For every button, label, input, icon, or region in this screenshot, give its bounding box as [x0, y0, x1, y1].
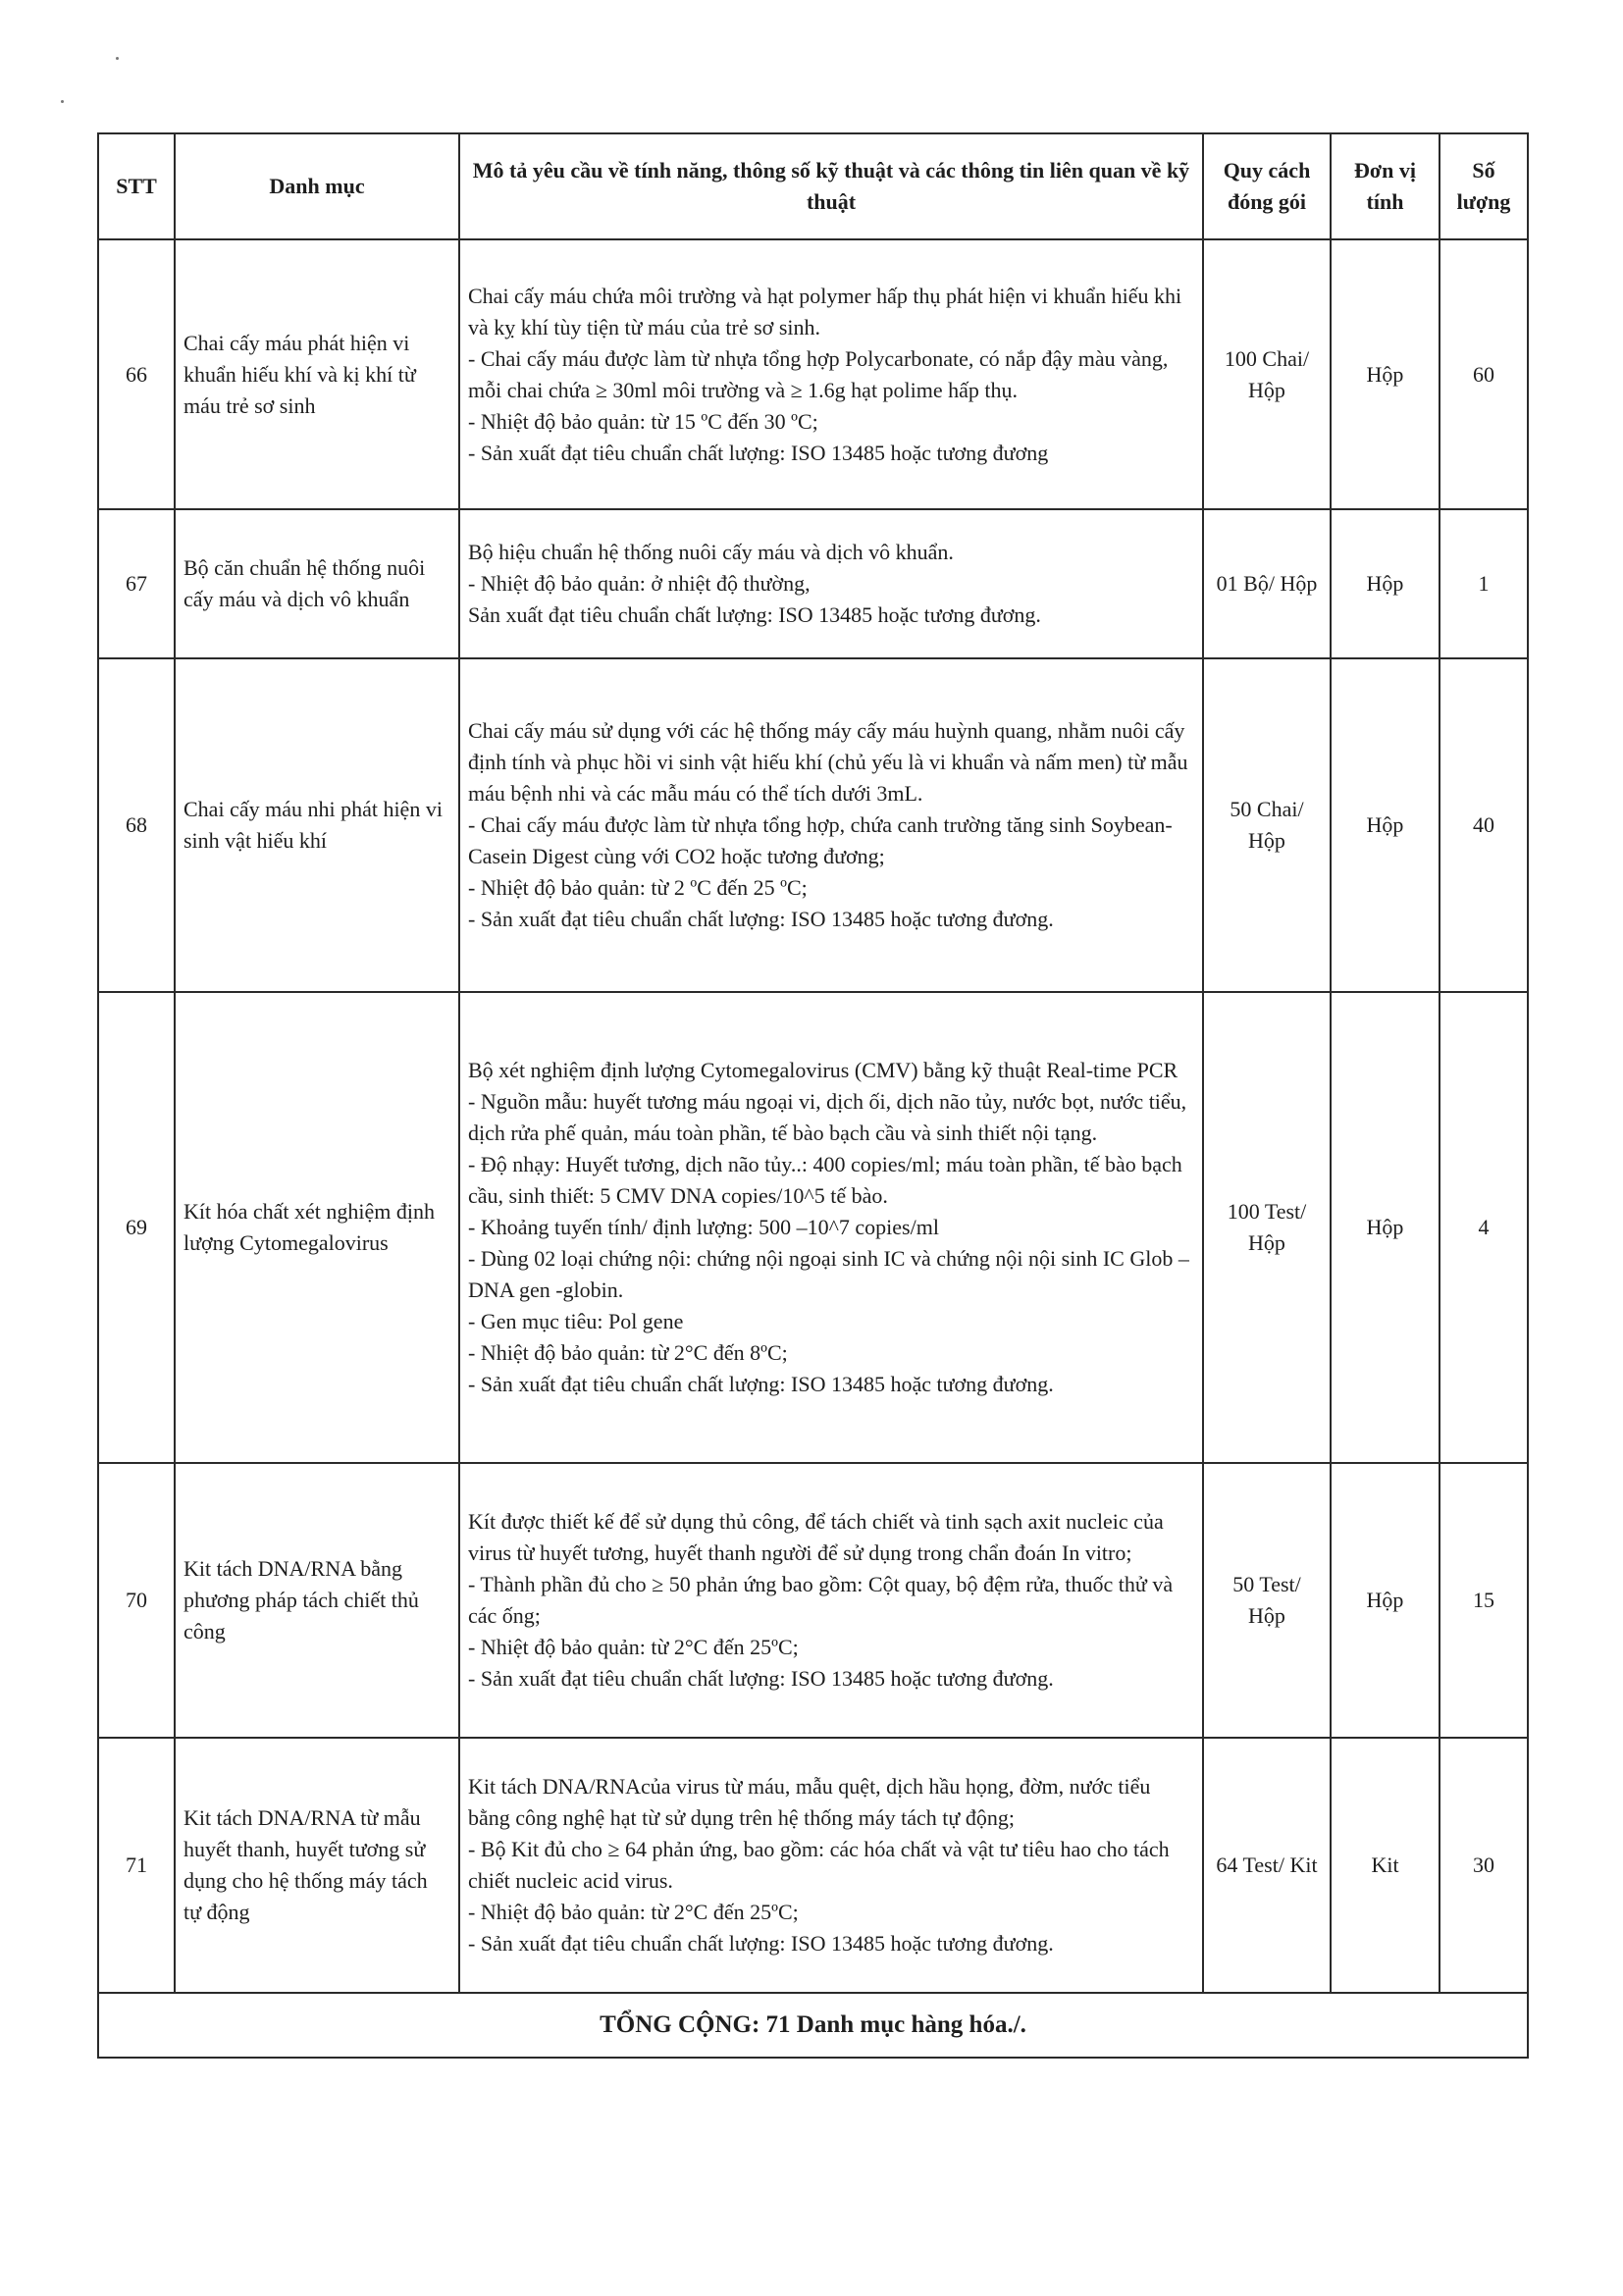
desc-line: - Nhiệt độ bảo quản: từ 15 ºC đến 30 ºC;	[468, 408, 818, 434]
table-total-row	[98, 1993, 1528, 2058]
pack-line: Hộp	[1248, 1603, 1285, 1628]
desc-line: - Sản xuất đạt tiêu chuẩn chất lượng: ISO 13485 hoặc tương đương.	[468, 907, 1054, 931]
pack-line: 64 Test/ Kit	[1216, 1852, 1318, 1877]
desc-line: - Sản xuất đạt tiêu chuẩn chất lượng: ISO 13485 hoặc tương đương.	[468, 1931, 1054, 1956]
row-description	[459, 239, 1203, 509]
desc-line: Bộ hiệu chuẩn hệ thống nuôi cấy máu và dịch vô khuẩn.	[468, 540, 954, 564]
desc-line: - Khoảng tuyến tính/ định lượng: 500 –10^7 copies/ml	[468, 1215, 939, 1239]
row-description	[459, 992, 1203, 1463]
desc-line: - Gen mục tiêu: Pol gene	[468, 1309, 684, 1333]
row-quantity: 30	[1440, 1738, 1528, 1993]
row-description	[459, 1463, 1203, 1738]
table-row	[98, 658, 1528, 992]
row-quantity: 40	[1440, 658, 1528, 992]
desc-line: Chai cấy máu chứa môi trường và hạt polymer hấp thụ phát hiện vi khuẩn hiếu khi và kỵ khí tùy tiện từ máu của trẻ sơ sinh.	[468, 283, 1182, 339]
row-packaging	[1203, 239, 1331, 509]
table-row	[98, 509, 1528, 658]
row-name: Kít hóa chất xét nghiệm định lượng Cytomegalovirus	[175, 992, 459, 1463]
row-quantity: 15	[1440, 1463, 1528, 1738]
scan-speck	[116, 57, 119, 60]
header-stt: STT	[98, 133, 175, 239]
desc-line: - Nhiệt độ bảo quản: từ 2°C đến 25ºC;	[468, 1635, 799, 1659]
desc-line: Kít được thiết kế để sử dụng thủ công, để tách chiết và tinh sạch axit nucleic của virus từ huyết tương, huyết thanh người để sử dụng trong chẩn đoán In vitro;	[468, 1509, 1164, 1565]
desc-line: - Sản xuất đạt tiêu chuẩn chất lượng: ISO 13485 hoặc tương đương.	[468, 1372, 1054, 1396]
desc-line: Bộ xét nghiệm định lượng Cytomegalovirus (CMV) bằng kỹ thuật Real-time PCR	[468, 1058, 1178, 1082]
desc-line: Kit tách DNA/RNAcủa virus từ máu, mẫu quệt, dịch hầu họng, đờm, nước tiểu bằng công nghệ hạt từ sử dụng trên hệ thống máy tách tự động;	[468, 1774, 1151, 1830]
row-stt: 69	[98, 992, 175, 1463]
pack-line: Hộp	[1248, 377, 1285, 402]
pack-line: Hộp	[1248, 828, 1285, 853]
row-name: Kit tách DNA/RNA bằng phương pháp tách chiết thủ công	[175, 1463, 459, 1738]
desc-line: - Nguồn mẫu: huyết tương máu ngoại vi, dịch ối, dịch não tủy, nước bọt, nước tiểu, dịch rửa phế quản, máu toàn phần, tế bào bạch cầu và sinh thiết nội tạng.	[468, 1089, 1187, 1145]
row-unit: Hộp	[1331, 1463, 1440, 1738]
header-category: Danh mục	[175, 133, 459, 239]
header-quantity: Số lượng	[1440, 133, 1528, 239]
row-stt: 68	[98, 658, 175, 992]
pack-line: Hộp	[1248, 1230, 1285, 1255]
pack-line: 50 Test/	[1232, 1572, 1301, 1596]
pack-line: 50 Chai/	[1230, 797, 1304, 821]
row-unit: Hộp	[1331, 992, 1440, 1463]
table-header-row	[98, 133, 1528, 239]
row-description	[459, 1738, 1203, 1993]
row-packaging	[1203, 509, 1331, 658]
desc-line: - Sản xuất đạt tiêu chuẩn chất lượng: ISO 13485 hoặc tương đương.	[468, 1666, 1054, 1691]
row-unit: Hộp	[1331, 239, 1440, 509]
row-name: Kit tách DNA/RNA từ mẫu huyết thanh, huyết tương sử dụng cho hệ thống máy tách tự động	[175, 1738, 459, 1993]
table-row	[98, 1463, 1528, 1738]
desc-line: Chai cấy máu sử dụng với các hệ thống máy cấy máu huỳnh quang, nhằm nuôi cấy định tính và phục hồi vi sinh vật hiếu khí (chủ yếu là vi khuẩn và nấm men) từ mẫu máu bệnh nhi và các mẫu máu có thể tích dưới 3mL.	[468, 718, 1188, 806]
desc-line: - Độ nhạy: Huyết tương, dịch não tủy..: 400 copies/ml; máu toàn phần, tế bào bạch cầu, sinh thiết: 5 CMV DNA copies/10^5 tế bào.	[468, 1152, 1182, 1208]
row-stt: 67	[98, 509, 175, 658]
row-quantity: 60	[1440, 239, 1528, 509]
goods-table	[97, 132, 1529, 2059]
desc-line: - Chai cấy máu được làm từ nhựa tổng hợp, chứa canh trường tăng sinh Soybean-Casein Digest cùng với CO2 hoặc tương đương;	[468, 812, 1173, 868]
table-total: TỔNG CỘNG: 71 Danh mục hàng hóa./.	[98, 1993, 1528, 2058]
row-packaging	[1203, 658, 1331, 992]
row-packaging	[1203, 1463, 1331, 1738]
header-unit: Đơn vị tính	[1331, 133, 1440, 239]
desc-line: - Sản xuất đạt tiêu chuẩn chất lượng: ISO 13485 hoặc tương đương	[468, 440, 1049, 465]
pack-line: 100 Test/	[1227, 1199, 1307, 1224]
table-row	[98, 1738, 1528, 1993]
desc-line: - Dùng 02 loại chứng nội: chứng nội ngoại sinh IC và chứng nội nội sinh IC Glob – DNA gen -globin.	[468, 1246, 1189, 1302]
row-quantity: 1	[1440, 509, 1528, 658]
desc-line: - Nhiệt độ bảo quản: từ 2°C đến 8ºC;	[468, 1340, 788, 1365]
row-description	[459, 509, 1203, 658]
row-unit: Hộp	[1331, 658, 1440, 992]
row-name: Chai cấy máu nhi phát hiện vi sinh vật hiếu khí	[175, 658, 459, 992]
desc-line: - Nhiệt độ bảo quản: từ 2°C đến 25ºC;	[468, 1900, 799, 1924]
row-stt: 70	[98, 1463, 175, 1738]
pack-line: 100 Chai/	[1224, 345, 1310, 371]
pack-line: 01 Bộ/ Hộp	[1216, 571, 1318, 596]
row-unit: Hộp	[1331, 509, 1440, 658]
table-row	[98, 239, 1528, 509]
desc-line: - Bộ Kit đủ cho ≥ 64 phản ứng, bao gồm: các hóa chất và vật tư tiêu hao cho tách chiết nucleic acid virus.	[468, 1837, 1170, 1893]
desc-line: - Nhiệt độ bảo quản: từ 2 ºC đến 25 ºC;	[468, 875, 808, 900]
row-stt: 66	[98, 239, 175, 509]
desc-line: - Chai cấy máu được làm từ nhựa tổng hợp Polycarbonate, có nắp đậy màu vàng, mỗi chai chứa ≥ 30ml môi trường và ≥ 1.6g hạt polime hấp thụ.	[468, 345, 1169, 402]
row-quantity: 4	[1440, 992, 1528, 1463]
row-unit: Kit	[1331, 1738, 1440, 1993]
row-packaging	[1203, 1738, 1331, 1993]
row-name: Bộ căn chuẩn hệ thống nuôi cấy máu và dịch vô khuẩn	[175, 509, 459, 658]
desc-line: - Thành phần đủ cho ≥ 50 phản ứng bao gồm: Cột quay, bộ đệm rửa, thuốc thử và các ống;	[468, 1572, 1174, 1628]
desc-line: - Nhiệt độ bảo quản: ở nhiệt độ thường,	[468, 571, 811, 596]
desc-line: Sản xuất đạt tiêu chuẩn chất lượng: ISO 13485 hoặc tương đương.	[468, 602, 1041, 627]
header-description: Mô tả yêu cầu về tính năng, thông số kỹ thuật và các thông tin liên quan về kỹ thuật	[459, 133, 1203, 239]
scan-speck	[61, 100, 64, 103]
row-stt: 71	[98, 1738, 175, 1993]
row-packaging	[1203, 992, 1331, 1463]
header-packaging: Quy cách đóng gói	[1203, 133, 1331, 239]
table-row	[98, 992, 1528, 1463]
row-description	[459, 658, 1203, 992]
row-name: Chai cấy máu phát hiện vi khuẩn hiếu khí và kị khí từ máu trẻ sơ sinh	[175, 239, 459, 509]
